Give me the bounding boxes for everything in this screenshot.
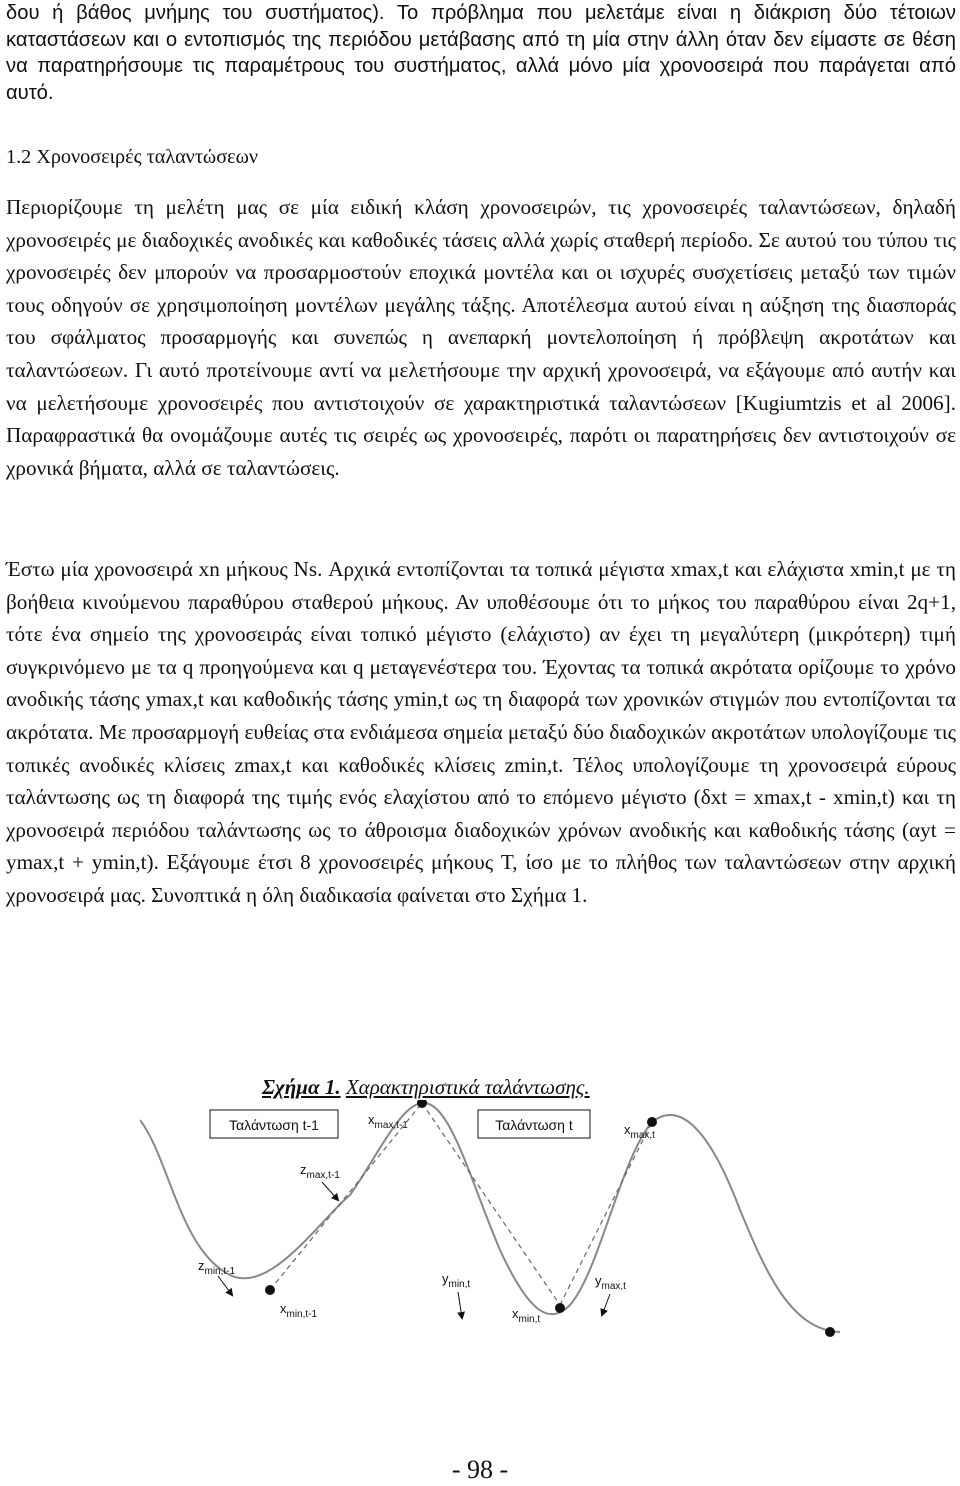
label-ymax-t: $y_{max,t}$ [595,1273,626,1292]
point-xmin-t1 [265,1285,275,1295]
point-xmax-t [647,1117,657,1127]
label-zmax-t1: $z_{max,t-1}$ [300,1162,340,1181]
arrow-ymin-t [458,1292,462,1318]
label-xmin-t: $x_{min,t}$ [512,1306,541,1325]
box-oscillation-t1-label: Ταλάντωση t-1 [229,1117,319,1133]
arrow-zmax-t1 [322,1182,338,1200]
figure-caption [262,1075,590,1100]
oscillation-figure [140,1100,840,1350]
rising-fit-line-t [560,1122,652,1305]
arrow-zmin-t1 [218,1276,232,1295]
box-oscillation-t-label: Ταλάντωση t [495,1117,573,1133]
section-heading: 1.2 Χρονοσειρές ταλαντώσεων [6,146,258,168]
label-xmax-t1: $x_{max,t-1}$ [368,1112,408,1131]
page-number: - 98 - [451,1455,509,1484]
figure-caption-text: Χαρακτηριστικά ταλάντωσης. [345,1075,590,1099]
top-paragraph: δου ή βάθος μνήμης του συστήματος). Το πρόβλημα που μελετάμε είναι η διάκριση δύο τέτοιων καταστάσεων και ο εντοπισμός της περιόδου μετάβασης από τη μία στην άλλη όταν δεν είμαστε σε θέση να παρατηρήσουμε τις παραμέτρους του συστήματος, αλλά μόνο μία χρονοσειρά που παράγεται από αυτό. [6,2,956,104]
point-xmin-t [555,1303,565,1313]
paragraph-2: Έστω μία χρονοσειρά xn μήκους Ns. Αρχικά εντοπίζονται τα τοπικά μέγιστα xmax,t και ελάχιστα xmin,t με τη βοήθεια κινούμενου παραθύρου σταθερού μήκους. Αν υποθέσουμε ότι το μήκος του παραθύρου είναι 2q+1, τότε ένα σημείο της χρονοσειράς είναι τοπικό μέγιστο (ελάχιστο) αν έχει τη μεγαλύτερη (μικρότερη) τιμή συγκρινόμενο με τα q προηγούμενα και q μεταγενέστερα του. Έχοντας τα τοπικά ακρότατα ορίζουμε το χρόνο ανοδικής τάσης ymax,t και καθοδικής τάσης ymin,t ως τη διαφορά των χρονικών στιγμών που εντοπίζονται τα ακρότατα. Με προσαρμογή ευθείας στα ενδιάμεσα σημεία μεταξύ δύο διαδοχικών ακροτάτων υπολογίζουμε τις τοπικές ανοδικές κλίσεις zmax,t και καθοδικές κλίσεις zmin,t. Τέλος υπολογίζουμε τη χρονοσειρά εύρους ταλάντωσης ως τη διαφορά της τιμής ενός ελαχίστου από το επόμενο μέγιστο (δxt = xmax,t - xmin,t) και τη χρονοσειρά περιόδου ταλάντωσης ως το άθροισμα διαδοχικών χρόνων ανοδικής και καθοδικής τάσης (αyt = ymax,t + ymin,t). Εξάγουμε έτσι 8 χρονοσειρές μήκους T, ίσο με το πλήθος των ταλαντώσεων στην αρχική χρονοσειρά μας. Συνοπτικά η όλη διαδικασία φαίνεται στο Σχήμα 1. [6,557,956,907]
paragraph-1: Περιορίζουμε τη μελέτη μας σε μία ειδική κλάση χρονοσειρών, τις χρονοσειρές ταλαντώσεων, δηλαδή χρονοσειρές με διαδοχικές ανοδικές και καθοδικές τάσεις αλλά χωρίς σταθερή περίοδο. Σε αυτού του τύπου τις χρονοσειρές δεν μπορούν να προσαρμοστούν εποχικά μοντέλα και οι ισχυρές συσχετίσεις μεταξύ των τιμών τους οδηγούν σε χρησιμοποίηση μοντέλων μεγάλης τάξης. Αποτέλεσμα αυτού είναι η αύξηση της διασποράς του σφάλματος προσαρμογής και συνεπώς η ανεπαρκή μοντελοποίηση ή πρόβλεψη ακροτάτων και ταλαντώσεων. Γι αυτό προτείνουμε αντί να μελετήσουμε την αρχική χρονοσειρά, να εξάγουμε από αυτήν και να μελετήσουμε χρονοσειρές που αντιστοιχούν σε χαρακτηριστικά ταλαντώσεων [Kugiumtzis et al 2006]. Παραφραστικά θα ονομάζουμε αυτές τις σειρές ως χρονοσειρές, παρότι οι παρατηρήσεις δεν αντιστοιχούν σε χρονικά βήματα, αλλά σε ταλαντώσεις. [6,195,956,480]
arrow-ymax-t [602,1294,610,1315]
figure-caption-label: Σχήμα 1. [262,1075,341,1099]
point-end [825,1327,835,1337]
label-xmin-t1: $x_{min,t-1}$ [280,1301,318,1320]
label-xmax-t: $x_{max,t}$ [624,1122,655,1141]
label-ymin-t: $y_{min,t}$ [442,1271,471,1290]
oscillation-diagram [140,1100,840,1350]
label-zmin-t1: $z_{min,t-1}$ [198,1258,236,1277]
